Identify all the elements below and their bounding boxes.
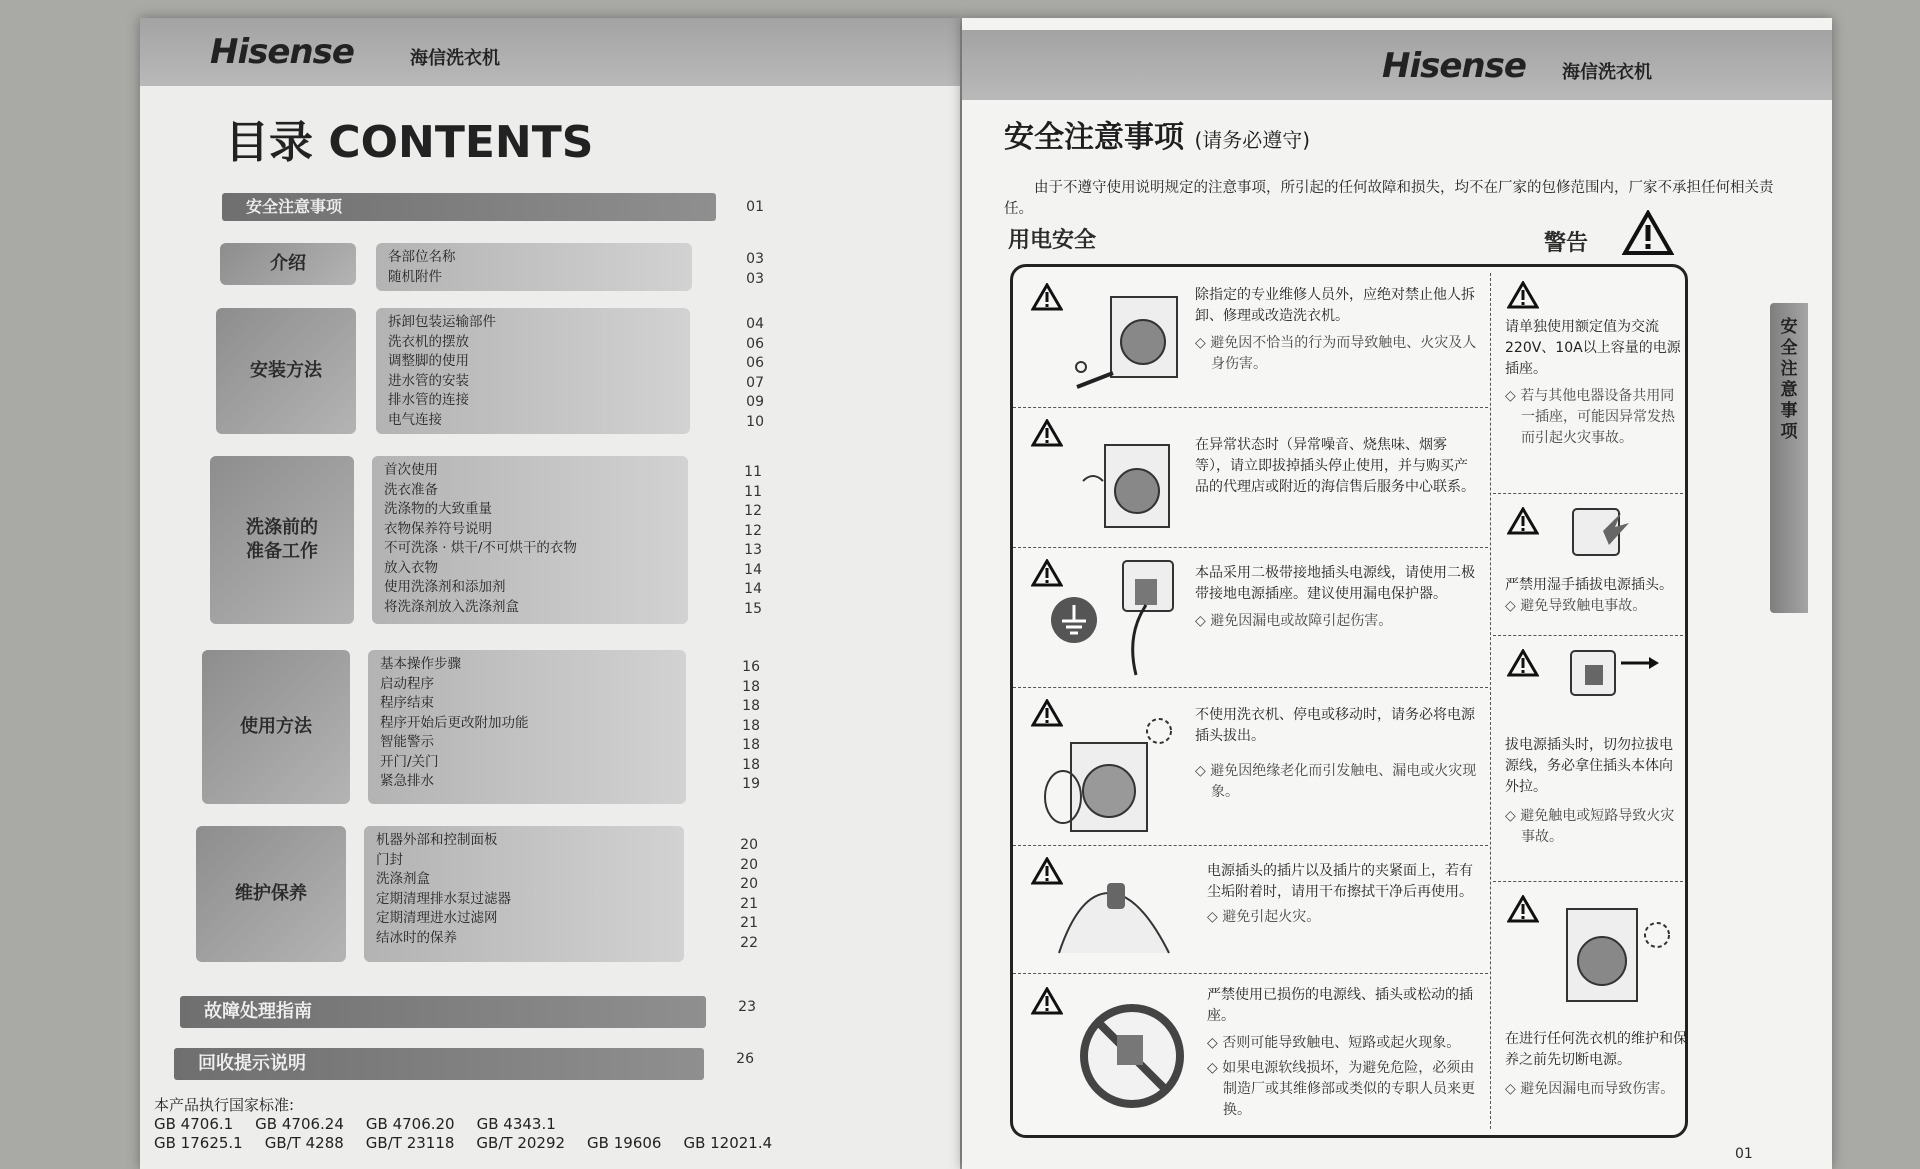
ground-symbol-icon xyxy=(1049,595,1099,645)
unplug-icon xyxy=(1563,643,1663,723)
toc-section-recycling: 回收提示说明 xyxy=(174,1048,704,1080)
warning-triangle-icon xyxy=(1031,987,1063,1015)
safety-item-6: 严禁使用已损伤的电源线、插头或松动的插座。 ◇ 否则可能导致触电、短路或起火现象。 ◇ 如果电源软线损坏，为避免危险，必须由制造厂或其维修部或类似的专职人员来更换。 xyxy=(1013,973,1488,1135)
warning-triangle-icon xyxy=(1031,283,1063,311)
safety-item-5: 电源插头的插片以及插片的夹紧面上，若有尘垢附着时，请用干布擦拭干净后再使用。 ◇ 避免引起火灾。 xyxy=(1013,845,1488,974)
wiping-plug-icon xyxy=(1049,863,1189,963)
brand-logo: Hisense xyxy=(1382,46,1526,86)
brand-subtitle: 海信洗衣机 xyxy=(410,48,500,69)
prohibited-damaged-cord-icon xyxy=(1077,1001,1187,1111)
toc-section-intro: 介绍 xyxy=(220,243,356,285)
warning-triangle-icon xyxy=(1031,419,1063,447)
washing-machine-icon xyxy=(1073,421,1183,537)
national-standards xyxy=(154,1096,794,1153)
page-number: 01 xyxy=(1735,1146,1753,1162)
toc-pages-usage: 16 18 18 18 18 18 19 xyxy=(742,659,760,792)
warning-triangle-icon xyxy=(1507,507,1539,535)
warning-label: 警告 xyxy=(1544,231,1589,256)
toc-pages-preparation: 11 11 12 12 13 14 14 15 xyxy=(744,464,762,617)
toc-section-preparation: 洗涤前的 准备工作 xyxy=(210,456,354,624)
contents-page xyxy=(140,18,960,1169)
safety-item-8: 严禁用湿手插拔电源插头。 ◇ 避免导致触电事故。 xyxy=(1493,493,1683,636)
side-tab-safety: 安全注意事项 xyxy=(1770,303,1808,613)
toc-section-maintenance: 维护保养 xyxy=(196,826,346,962)
brand-subtitle: 海信洗衣机 xyxy=(1562,62,1652,83)
warning-triangle-icon xyxy=(1031,559,1063,587)
toc-items-usage: 基本操作步骤 启动程序 程序结束 程序开始后更改附加功能 智能警示 开门/关门 紧急排水 xyxy=(368,650,686,804)
toc-items-preparation: 首次使用 洗衣准备 洗涤物的大致重量 衣物保养符号说明 不可洗涤 · 烘干/不可烘干的衣物 放入衣物 使用洗涤剂和添加剂 将洗涤剂放入洗涤剂盒 xyxy=(372,456,688,624)
warning-triangle-icon xyxy=(1507,649,1539,677)
standards-row-2: GB 17625.1 GB/T 4288 GB/T 23118 GB/T 20292 GB 19606 GB 12021.4 xyxy=(154,1134,773,1152)
plug-socket-icon xyxy=(1113,557,1183,677)
toc-section-installation: 安装方法 xyxy=(216,308,356,434)
warning-triangle-icon xyxy=(1507,895,1539,923)
wet-hand-plug-icon xyxy=(1563,501,1653,571)
safety-title-note: (请务必遵守) xyxy=(1194,128,1311,152)
column-divider xyxy=(1490,273,1491,1129)
safety-title: 安全注意事项 (请务必遵守) xyxy=(1004,120,1311,155)
washing-machine-icon xyxy=(1073,287,1183,397)
toc-page-recycling: 26 xyxy=(736,1051,754,1067)
toc-page-safety: 01 xyxy=(746,199,764,215)
safety-intro: 由于不遵守使用说明规定的注意事项，所引起的任何故障和损失，均不在厂家的包修范围内，厂家不承担任何相关责任。 xyxy=(1004,180,1774,217)
toc-items-installation: 拆卸包装运输部件 洗衣机的摆放 调整脚的使用 进水管的安装 排水管的连接 电气连接 xyxy=(376,308,690,434)
toc-items-intro: 各部位名称 随机附件 xyxy=(376,243,692,291)
safety-item-7: 请单独使用额定值为交流220V、10A以上容量的电源插座。 ◇ 若与其他电器设备共用同一插座，可能因异常发热而引起火灾事故。 xyxy=(1493,267,1683,494)
safety-item-10: 在进行任何洗衣机的维护和保养之前先切断电源。 ◇ 避免因漏电而导致伤害。 xyxy=(1493,881,1683,1135)
safety-item-1: 除指定的专业维修人员外，应绝对禁止他人拆卸、修理或改造洗衣机。 ◇ 避免因不恰当的行为而导致触电、火灾及人身伤害。 xyxy=(1013,267,1488,408)
safety-item-9: 拔电源插头时，切勿拉拔电源线，务必拿住插头本体向外拉。 ◇ 避免触电或短路导致火灾事故。 xyxy=(1493,635,1683,882)
toc-section-safety: 安全注意事项 xyxy=(222,193,716,221)
toc-pages-installation: 04 06 06 07 09 10 xyxy=(746,316,764,430)
toc-items-maintenance: 机器外部和控制面板 门封 洗涤剂盒 定期清理排水泵过滤器 定期清理进水过滤网 结冰时的保养 xyxy=(364,826,684,962)
brand-logo: Hisense xyxy=(210,32,354,72)
contents-title: 目录 CONTENTS xyxy=(225,117,594,168)
safety-item-3: 本品采用二极带接地插头电源线，请使用二极带接地电源插座。建议使用漏电保护器。 ◇ 避免因漏电或故障引起伤害。 xyxy=(1013,547,1488,688)
safety-page xyxy=(962,18,1832,1169)
toc-page-troubleshooting: 23 xyxy=(738,999,756,1015)
warning-triangle-icon xyxy=(1622,210,1674,256)
toc-section-troubleshooting: 故障处理指南 xyxy=(180,996,706,1028)
washing-machine-icon xyxy=(1553,899,1673,1011)
toc-pages-intro: 03 03 xyxy=(746,251,764,287)
warning-triangle-icon xyxy=(1507,281,1539,309)
toc-pages-maintenance: 20 20 20 21 21 22 xyxy=(740,837,758,951)
safety-item-2: 在异常状态时（异常噪音、烧焦味、烟雾等），请立即拔掉插头停止使用，并与购买产品的代理店或附近的海信售后服务中心联系。 xyxy=(1013,407,1488,548)
electric-safety-box xyxy=(1010,264,1688,1138)
standards-title: 本产品执行国家标准: xyxy=(154,1096,295,1114)
toc-section-usage: 使用方法 xyxy=(202,650,350,804)
safety-item-4: 不使用洗衣机、停电或移动时，请务必将电源插头拔出。 ◇ 避免因绝缘老化而引发触电、漏电或火灾现象。 xyxy=(1013,687,1488,846)
washing-machine-icon xyxy=(1041,717,1181,837)
electric-safety-title: 用电安全 xyxy=(1008,228,1097,253)
standards-row-1: GB 4706.1 GB 4706.24 GB 4706.20 GB 4343.1 xyxy=(154,1115,556,1133)
